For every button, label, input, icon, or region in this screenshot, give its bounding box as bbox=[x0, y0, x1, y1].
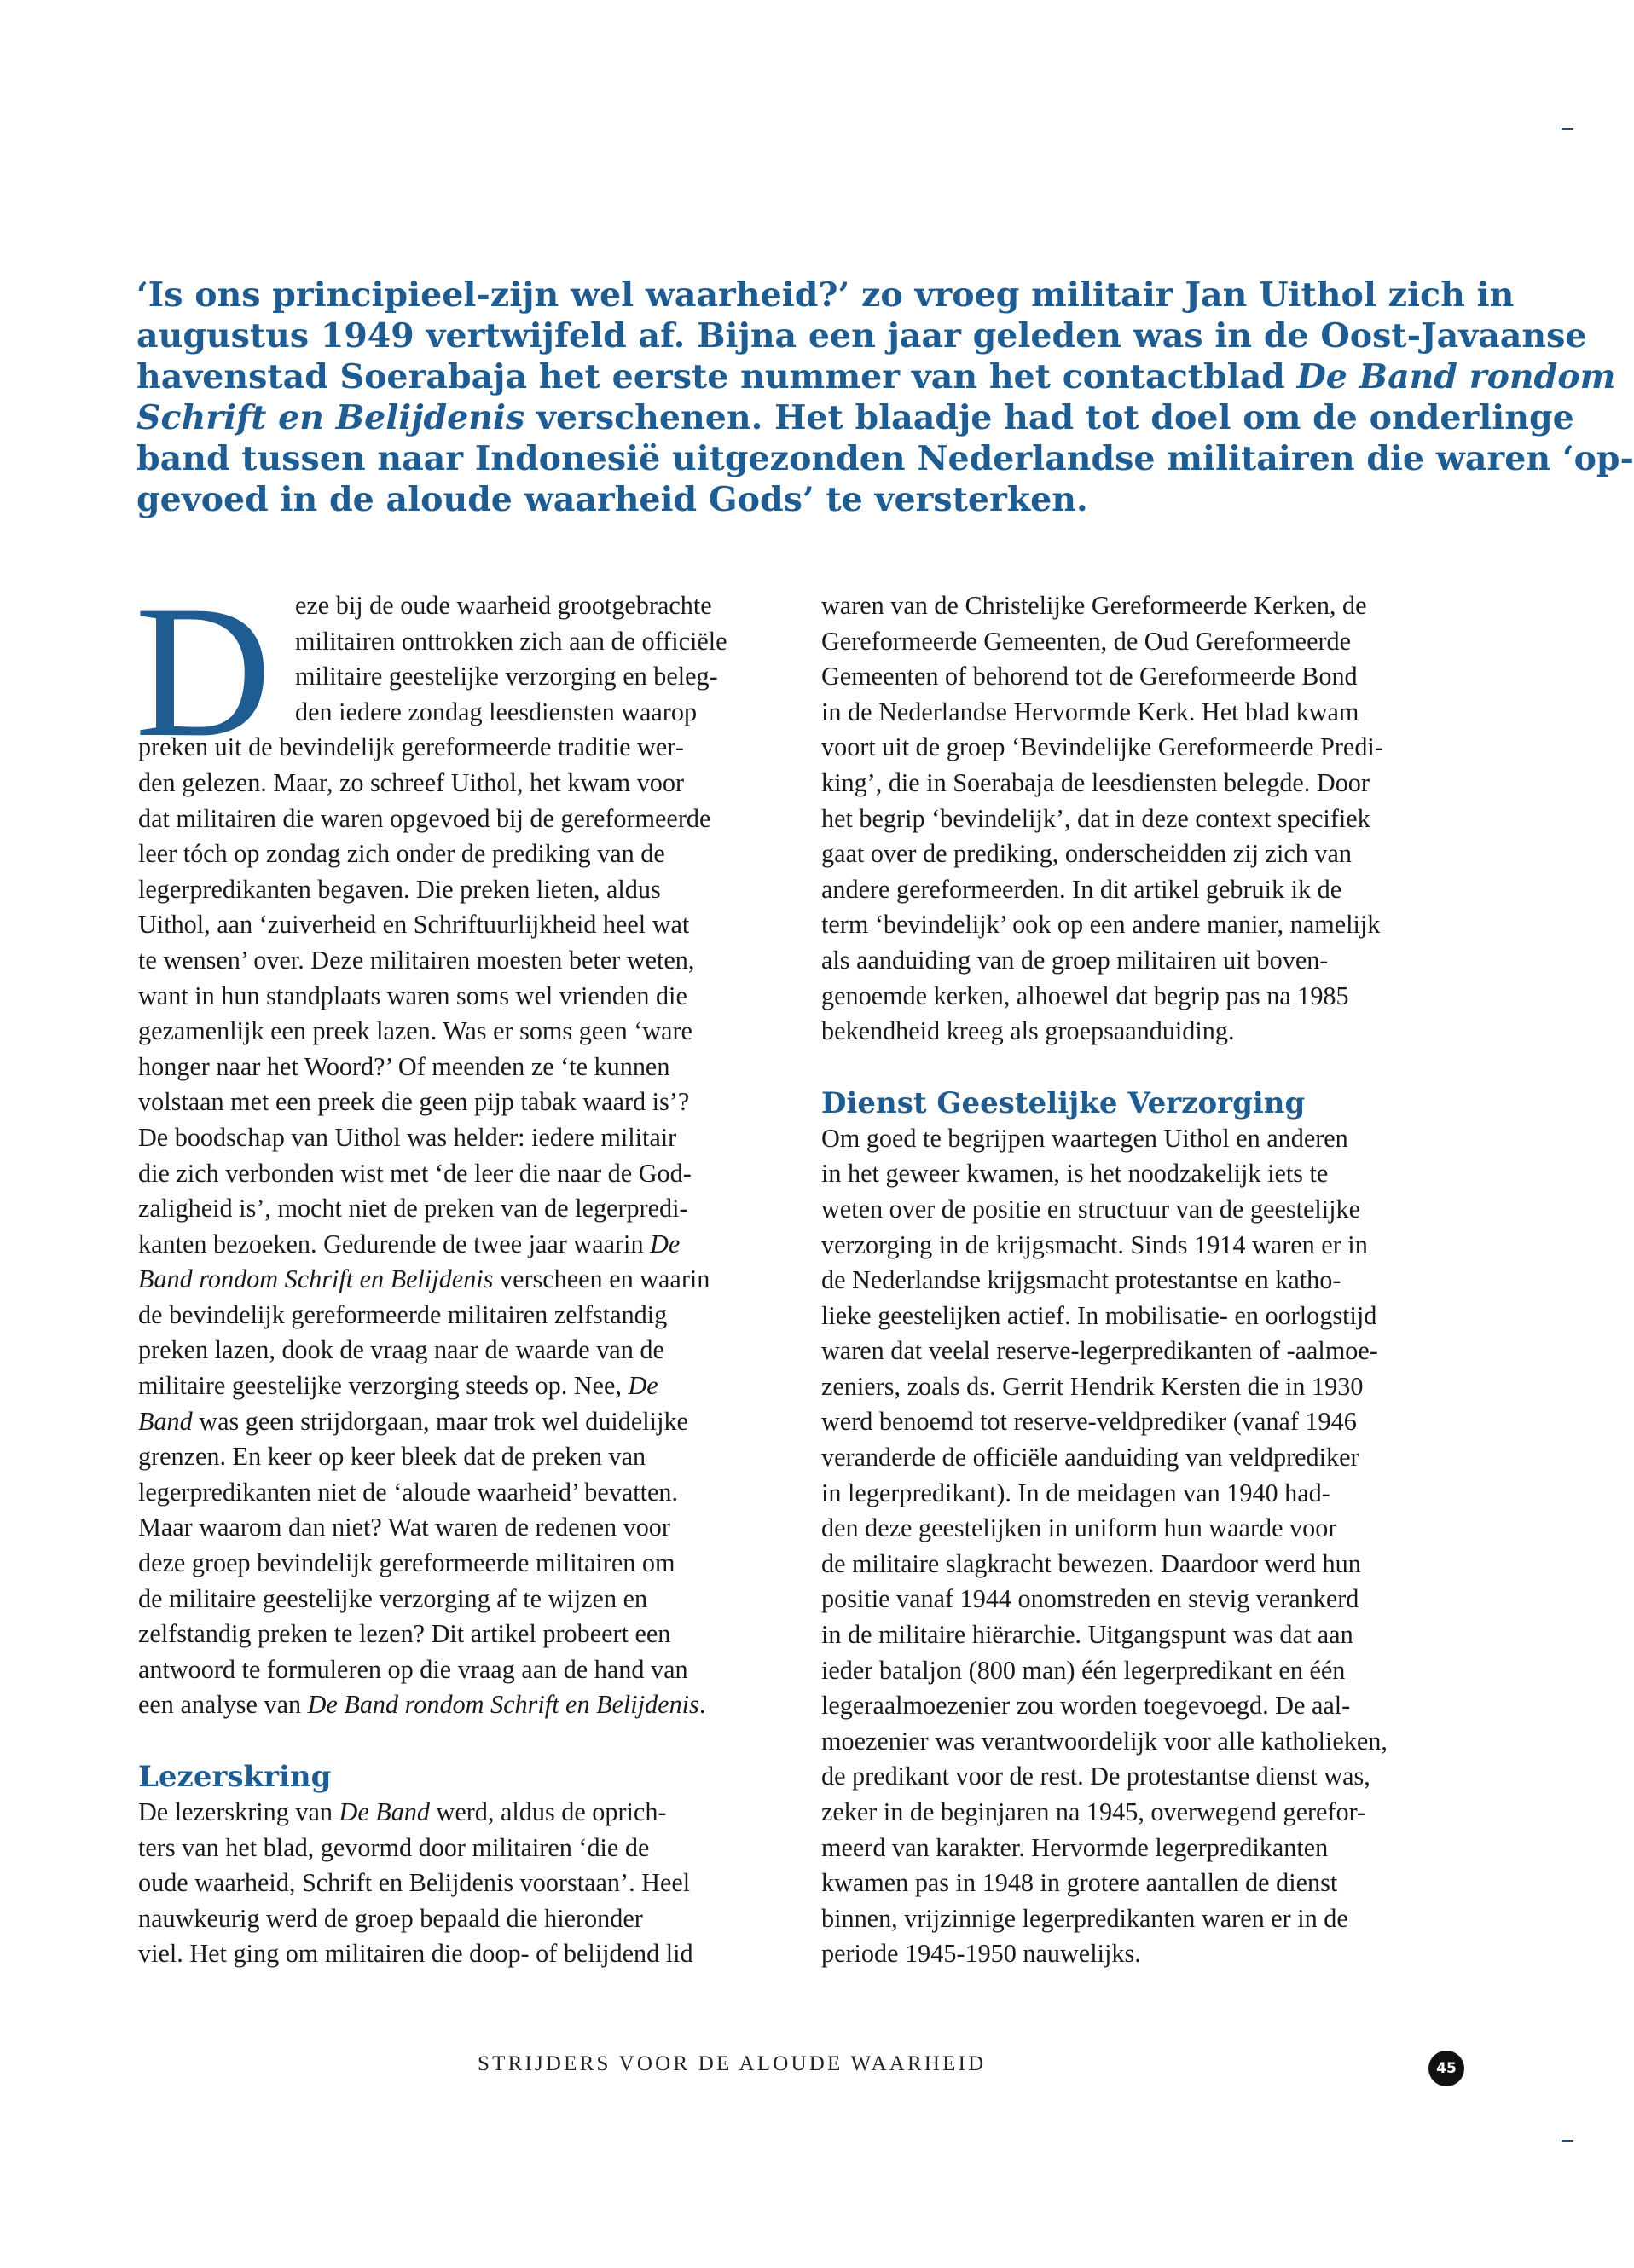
text-line bbox=[821, 730, 1474, 766]
italic-title: De bbox=[628, 1371, 658, 1401]
text-line bbox=[821, 1617, 1474, 1653]
text-line bbox=[821, 1795, 1474, 1831]
text-run: zeniers, zoals ds. Gerrit Hendrik Kersten die in 1930 bbox=[821, 1371, 1364, 1401]
text-line bbox=[138, 1687, 791, 1723]
text-line bbox=[821, 943, 1474, 979]
text-line bbox=[821, 801, 1474, 837]
left-column bbox=[135, 567, 791, 1972]
text-run: de militaire slagkracht bewezen. Daardoor werd hun bbox=[821, 1548, 1361, 1578]
italic-title: De Band rondom bbox=[1296, 357, 1616, 396]
text-run: ‘Is ons principieel-zijn wel waarheid?’ zo vroeg militair Jan Uithol zich in bbox=[136, 275, 1515, 315]
section-heading: Dienst Geestelijke Verzorging bbox=[821, 1085, 1306, 1120]
text-run: het begrip ‘bevindelijk’, dat in deze context specifiek bbox=[821, 803, 1370, 833]
text-line bbox=[138, 907, 791, 943]
text-run: antwoord te formuleren op die vraag aan de hand van bbox=[138, 1654, 688, 1684]
italic-title: Band rondom Schrift en Belijdenis bbox=[138, 1264, 494, 1294]
text-run: zaligheid is’, mocht niet de preken van de legerpredi- bbox=[138, 1194, 688, 1224]
text-run: deze groep bevindelijk gereformeerde militairen om bbox=[138, 1548, 675, 1578]
text-line bbox=[821, 1759, 1474, 1795]
text-run: verschenen. Het blaadje had tot doel om de onderlinge bbox=[524, 398, 1574, 437]
text-run: nauwkeurig werd de groep bepaald die hieronder bbox=[138, 1903, 643, 1933]
italic-title: De Band bbox=[339, 1797, 430, 1826]
text-run: in legerpredikant). In de meidagen van 1940 had- bbox=[821, 1478, 1330, 1507]
text-line bbox=[138, 1901, 791, 1937]
text-run: legerpredikanten begaven. Die preken lieten, aldus bbox=[138, 874, 661, 904]
italic-title: De Band rondom Schrift en Belijdenis bbox=[307, 1690, 699, 1720]
text-run: Gemeenten of behorend tot de Gereformeerde Bond bbox=[821, 662, 1358, 691]
text-line bbox=[138, 1333, 791, 1368]
text-run: de militaire geestelijke verzorging af te wijzen en bbox=[138, 1583, 648, 1613]
text-line bbox=[821, 1831, 1474, 1866]
text-run: militairen onttrokken zich aan de officiële bbox=[295, 626, 727, 656]
text-line bbox=[821, 1299, 1474, 1334]
text-line bbox=[138, 1831, 791, 1866]
text-line bbox=[138, 1475, 791, 1511]
intro-line bbox=[136, 275, 1515, 315]
text-line bbox=[138, 1866, 791, 1901]
text-line bbox=[138, 1298, 791, 1334]
text-line bbox=[821, 1582, 1474, 1617]
text-line bbox=[821, 836, 1474, 872]
text-run: de bevindelijk gereformeerde militairen zelfstandig bbox=[138, 1299, 668, 1329]
text-line bbox=[138, 1617, 791, 1652]
text-run: Om goed te begrijpen waartegen Uithol en anderen bbox=[821, 1123, 1348, 1153]
text-line bbox=[821, 1653, 1474, 1689]
text-line bbox=[138, 1156, 791, 1192]
text-run: gaat over de prediking, onderscheidden zij zich van bbox=[821, 839, 1352, 869]
text-line bbox=[821, 1866, 1474, 1901]
text-line bbox=[138, 1120, 791, 1156]
text-line bbox=[138, 872, 791, 908]
intro-line bbox=[136, 479, 1467, 520]
text-line bbox=[821, 1440, 1474, 1476]
text-run: preken lazen, dook de vraag naar de waarde van de bbox=[138, 1335, 664, 1365]
text-line bbox=[821, 1511, 1474, 1547]
text-run: gevoed in de aloude waarheid Gods’ te versterken. bbox=[136, 480, 1088, 519]
intro-paragraph bbox=[136, 275, 1634, 520]
text-run: verscheen en waarin bbox=[493, 1264, 710, 1294]
text-run: Uithol, aan ‘zuiverheid en Schriftuurlijkheid heel wat bbox=[138, 910, 690, 940]
text-line bbox=[138, 1085, 791, 1120]
text-run: in de militaire hiërarchie. Uitgangspunt was dat aan bbox=[821, 1620, 1353, 1650]
text-run: oude waarheid, Schrift en Belijdenis voorstaan’. Heel bbox=[138, 1868, 691, 1898]
text-run: De lezerskring van bbox=[138, 1797, 339, 1826]
text-line bbox=[138, 1546, 791, 1582]
text-run: positie vanaf 1944 onomstreden en stevig verankerd bbox=[821, 1584, 1359, 1614]
text-line bbox=[821, 872, 1474, 908]
text-line bbox=[138, 979, 791, 1015]
text-run: lieke geestelijken actief. In mobilisatie- en oorlogstijd bbox=[821, 1300, 1377, 1330]
text-run: dat militairen die waren opgevoed bij de gereformeerde bbox=[138, 803, 711, 833]
crop-mark-bottom bbox=[1562, 2140, 1573, 2142]
text-run: . bbox=[698, 1690, 706, 1720]
text-line bbox=[138, 1582, 791, 1617]
text-run: eze bij de oude waarheid grootgebrachte bbox=[295, 591, 712, 620]
text-run: in de Nederlandse Hervormde Kerk. Het blad kwam bbox=[821, 697, 1359, 726]
text-line bbox=[138, 1014, 791, 1050]
text-line bbox=[821, 1901, 1474, 1937]
text-line bbox=[821, 766, 1474, 801]
text-line bbox=[821, 624, 1474, 660]
page-number-badge: 45 bbox=[1428, 2051, 1464, 2086]
text-run: in het geweer kwamen, is het noodzakelijk iets te bbox=[821, 1159, 1329, 1189]
text-line bbox=[821, 1156, 1474, 1192]
text-run: Maar waarom dan niet? Wat waren de redenen voor bbox=[138, 1513, 670, 1542]
text-run: grenzen. En keer op keer bleek dat de preken van bbox=[138, 1442, 646, 1472]
text-run: volstaan met een preek die geen pijp tabak waard is’? bbox=[138, 1087, 690, 1117]
italic-title: Band bbox=[138, 1406, 193, 1436]
section-gap bbox=[821, 1050, 1474, 1085]
text-line bbox=[138, 943, 791, 979]
text-line bbox=[821, 1547, 1474, 1582]
section-gap bbox=[138, 1723, 791, 1759]
text-run: preken uit de bevindelijk gereformeerde traditie wer- bbox=[138, 732, 684, 762]
text-run: den deze geestelijken in uniform hun waarde voor bbox=[821, 1513, 1337, 1543]
text-line bbox=[821, 979, 1474, 1015]
text-line bbox=[821, 1014, 1474, 1050]
text-run: genoemde kerken, alhoewel dat begrip pas na 1985 bbox=[821, 981, 1349, 1010]
text-run: als aanduiding van de groep militairen uit boven- bbox=[821, 945, 1329, 975]
text-line bbox=[138, 1368, 791, 1404]
text-line bbox=[821, 907, 1474, 943]
text-run: meerd van karakter. Hervormde legerpredikanten bbox=[821, 1832, 1329, 1862]
intro-line bbox=[136, 315, 1587, 356]
crop-mark-top bbox=[1562, 128, 1573, 130]
text-run: zeker in de beginjaren na 1945, overwegend gerefor- bbox=[821, 1797, 1366, 1826]
text-run: waren van de Christelijke Gereformeerde Kerken, de bbox=[821, 591, 1367, 620]
text-run: ters van het blad, gevormd door militairen ‘die de bbox=[138, 1832, 650, 1862]
text-line bbox=[138, 1795, 791, 1831]
text-line bbox=[138, 1050, 791, 1085]
text-run: kwamen pas in 1948 in grotere aantallen de dienst bbox=[821, 1868, 1338, 1898]
text-run: militaire geestelijke verzorging steeds op. Nee, bbox=[138, 1371, 629, 1401]
text-run: de Nederlandse krijgsmacht protestantse en katho- bbox=[821, 1265, 1341, 1295]
text-run: periode 1945-1950 nauwelijks. bbox=[821, 1939, 1141, 1969]
section-heading: Lezerskring bbox=[138, 1760, 332, 1794]
text-line bbox=[821, 1476, 1474, 1512]
text-run: moezenier was verantwoordelijk voor alle katholieken, bbox=[821, 1726, 1388, 1756]
text-line bbox=[821, 695, 1474, 731]
intro-line bbox=[136, 438, 1634, 479]
text-line bbox=[821, 1334, 1474, 1369]
text-run: andere gereformeerden. In dit artikel gebruik ik de bbox=[821, 874, 1342, 904]
text-run: legeraalmoezenier zou worden toegevoegd. De aal- bbox=[821, 1691, 1351, 1721]
text-run: viel. Het ging om militairen die doop- of belijdend lid bbox=[138, 1939, 693, 1969]
text-run: legerpredikanten niet de ‘aloude waarheid’ bevatten. bbox=[138, 1477, 679, 1507]
text-line bbox=[821, 1192, 1474, 1228]
text-run: term ‘bevindelijk’ ook op een andere manier, namelijk bbox=[821, 910, 1381, 940]
text-line bbox=[821, 1121, 1474, 1157]
text-run: De boodschap van Uithol was helder: iedere militair bbox=[138, 1122, 677, 1152]
text-run: werd, aldus de oprich- bbox=[430, 1797, 667, 1826]
text-run: een analyse van bbox=[138, 1690, 308, 1720]
text-run: leer tóch op zondag zich onder de prediking van de bbox=[138, 839, 665, 869]
text-line bbox=[821, 1404, 1474, 1440]
text-run: zelfstandig preken te lezen? Dit artikel probeert een bbox=[138, 1619, 671, 1649]
text-line bbox=[138, 1652, 791, 1688]
text-run: honger naar het Woord?’ Of meenden ze ‘te kunnen bbox=[138, 1051, 670, 1081]
intro-line bbox=[136, 397, 1574, 438]
drop-cap: D bbox=[135, 567, 272, 777]
text-run: waren dat veelal reserve-legerpredikanten of -aalmoe- bbox=[821, 1336, 1378, 1366]
text-line bbox=[821, 659, 1474, 695]
text-run: verzorging in de krijgsmacht. Sinds 1914 waren er in bbox=[821, 1229, 1368, 1259]
text-run: king’, die in Soerabaja de leesdiensten belegde. Door bbox=[821, 767, 1370, 797]
text-run: werd benoemd tot reserve-veldprediker (vanaf 1946 bbox=[821, 1407, 1357, 1437]
intro-line bbox=[136, 356, 1616, 397]
text-run: te wensen’ over. Deze militairen moesten beter weten, bbox=[138, 945, 695, 975]
text-line bbox=[138, 1404, 791, 1440]
text-run: weten over de positie en structuur van de geestelijke bbox=[821, 1194, 1361, 1224]
text-run: gezamenlijk een preek lazen. Was er soms geen ‘ware bbox=[138, 1016, 692, 1046]
text-line bbox=[821, 1936, 1474, 1972]
italic-title: De bbox=[650, 1229, 681, 1258]
italic-title: Schrift en Belijdenis bbox=[136, 398, 525, 437]
text-run: kanten bezoeken. Gedurende de twee jaar waarin bbox=[138, 1229, 651, 1258]
right-column bbox=[821, 588, 1474, 1972]
text-run: was geen strijdorgaan, maar trok wel duidelijke bbox=[192, 1406, 688, 1436]
text-line bbox=[138, 836, 791, 872]
text-run: den gelezen. Maar, zo schreef Uithol, het kwam voor bbox=[138, 767, 685, 797]
text-run: want in hun standplaats waren soms wel vrienden die bbox=[138, 981, 687, 1010]
text-line bbox=[821, 1263, 1474, 1299]
text-run: veranderde de officiële aanduiding van veldprediker bbox=[821, 1443, 1359, 1472]
text-line bbox=[821, 1724, 1474, 1760]
text-run: bekendheid kreeg als groepsaanduiding. bbox=[821, 1016, 1235, 1046]
text-line bbox=[138, 1936, 791, 1972]
text-run: binnen, vrijzinnige legerpredikanten waren er in de bbox=[821, 1903, 1348, 1933]
text-run: de predikant voor de rest. De protestantse dienst was, bbox=[821, 1762, 1370, 1791]
text-run: den iedere zondag leesdiensten waarop bbox=[295, 697, 698, 726]
text-run: havenstad Soerabaja het eerste nummer van het contactblad bbox=[136, 357, 1297, 396]
text-line bbox=[138, 1262, 791, 1298]
text-line bbox=[138, 1227, 791, 1263]
text-run: voort uit de groep ‘Bevindelijke Gereformeerde Predi- bbox=[821, 732, 1383, 762]
text-line bbox=[138, 1439, 791, 1475]
text-run: militaire geestelijke verzorging en beleg- bbox=[295, 662, 718, 691]
text-line bbox=[138, 1191, 791, 1227]
text-run: Gereformeerde Gemeenten, de Oud Gereformeerde bbox=[821, 626, 1352, 656]
text-run: die zich verbonden wist met ‘de leer die naar de God- bbox=[138, 1158, 692, 1188]
text-run: ieder bataljon (800 man) één legerpredikant en één bbox=[821, 1655, 1346, 1685]
text-line bbox=[138, 801, 791, 837]
text-line bbox=[821, 588, 1474, 624]
text-line bbox=[821, 1369, 1474, 1405]
text-line bbox=[138, 1510, 791, 1546]
text-run: band tussen naar Indonesië uitgezonden Nederlandse militairen die waren ‘op- bbox=[136, 439, 1634, 478]
running-footer-title: STRIJDERS VOOR DE ALOUDE WAARHEID bbox=[478, 2052, 987, 2075]
text-line bbox=[821, 1688, 1474, 1724]
text-run: augustus 1949 vertwijfeld af. Bijna een jaar geleden was in de Oost-Javaanse bbox=[136, 316, 1587, 356]
text-line bbox=[821, 1228, 1474, 1264]
